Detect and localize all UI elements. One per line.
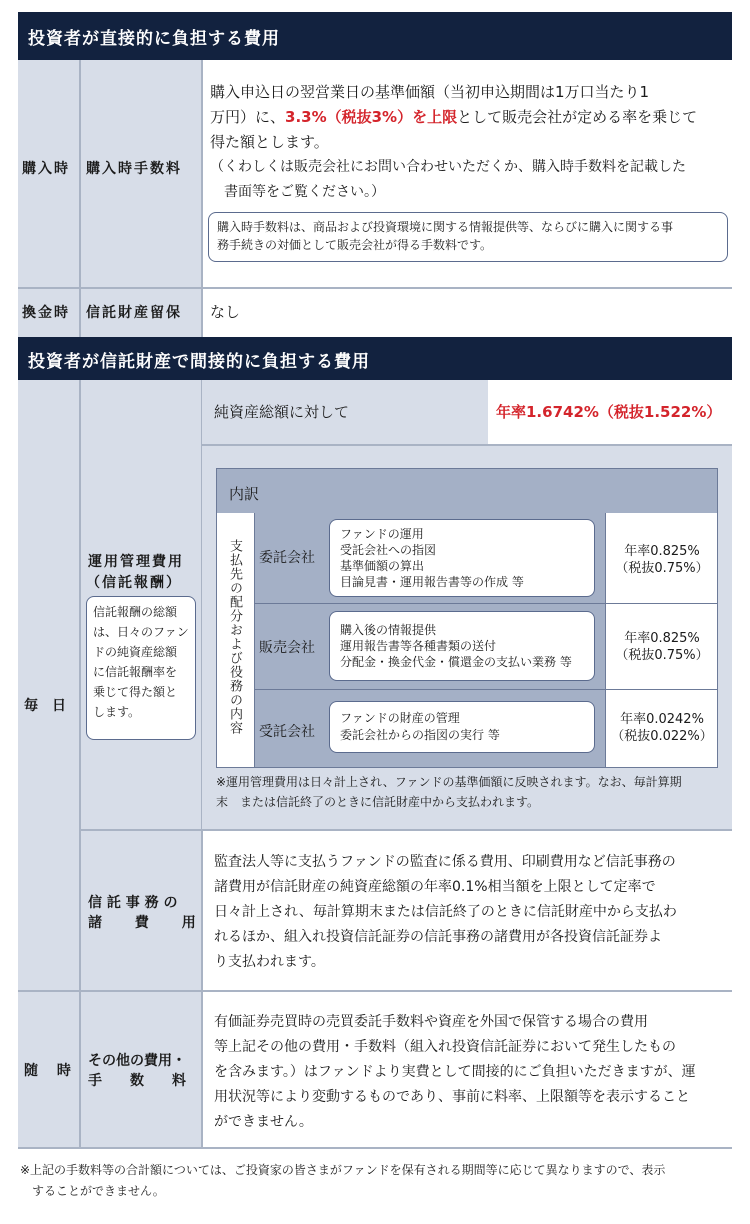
daily-label: 毎 日 [24,698,66,714]
recipient-name: 委託会社 [259,550,315,566]
recipient-name: 販売会社 [259,640,315,656]
mgmt-footnote [216,772,726,812]
mgmt-desc-line: します。 [93,705,141,719]
trust-line: 日々計上され、毎計算期末または信託終了のときに信託財産中から支払わ [214,904,677,920]
timing-occasional: 随 時 [24,1063,71,1079]
daily-col-bg [18,380,80,1148]
other-fee-label1: その他の費用・ [88,1053,186,1069]
purchase-desc [210,80,730,205]
timing-redemption: 換金時 [22,305,70,321]
trust-line: 監査法人等に支払うファンドの監査に係る費用、印刷費用など信託事務の [214,854,676,870]
recipient-name: 受託会社 [259,724,315,740]
other-line: 等上記その他の費用・手数料（組入れ投資信託証券において発生したもの [214,1039,676,1055]
rate-line2: （税抜0.75%） [615,648,709,663]
recipient-content-box [329,611,595,681]
purchase-max-rate: 3.3%（税抜3%）を上限 [285,108,458,126]
purchase-line4: （くわしくは販売会社にお問い合わせいただくか、購入時手数料を記載した [210,159,686,175]
purchase-line2c: として販売会社が定める率を乗じて [457,108,698,126]
rate-line1: 年率0.825% [624,631,700,646]
rate-line2: （税抜0.75%） [615,561,709,576]
base-label: 純資産総額に対して [214,403,350,421]
rate-line1: 年率0.825% [624,544,700,559]
content-line: 受託会社への指図 [340,543,437,557]
mgmt-desc-line: は、日々のファン [93,625,189,639]
item-trust-reserve: 信託財産留保 [86,305,182,321]
section-header-indirect: 投資者が信託財産で間接的に負担する費用 [18,338,732,380]
mgmt-footnote-line1: ※運用管理費用は日々計上され、ファンドの基準価額に反映されます。なお、毎計算期 [216,775,682,789]
recipient-rate [607,543,717,577]
footer-line2: することができません。 [32,1184,165,1198]
purchase-line5: 書面等をご覧ください。） [224,184,385,200]
content-line: 基準価額の算出 [340,559,425,573]
purchase-note-box [208,212,728,262]
purchase-line2 [210,105,730,130]
recipient-content-box [329,701,595,753]
content-line: ファンドの運用 [340,527,424,541]
mgmt-fee-label1: 運用管理費用 [88,554,184,570]
recipient-rate [607,711,717,745]
other-line: 用状況等により変動するものであり、事前に料率、上限額等を表示すること [214,1089,690,1105]
trust-fee-label1: 信 託 事 務 の [88,895,178,911]
content-line: 目論見書・運用報告書等の作成 等 [340,575,524,589]
mgmt-desc-box [86,596,196,740]
trust-fee-label2: 諸 費 用 [88,915,196,931]
trust-line: 諸費用が信託財産の純資産総額の年率0.1%相当額を上限として定率で [214,879,656,895]
content-line: ファンドの財産の管理 [340,711,460,725]
footer-line1: ※上記の手数料等の合計額については、ご投資家の皆さまがファンドを保有される期間等に応じて異なりますので、表示 [20,1163,666,1177]
total-rate: 年率1.6742%（税抜1.522%） [496,403,722,421]
other-line: ができません。 [214,1114,313,1130]
purchase-note-line2: 務手続きの対価として販売会社が得る手数料です。 [217,238,493,252]
content-line: 分配金・換金代金・償還金の支払い業務 等 [340,655,572,669]
timing-purchase: 購入時 [22,161,70,177]
footer-note [20,1160,734,1202]
item-purchase-fee: 購入時手数料 [86,161,182,177]
trust-line: り支払われます。 [214,954,325,970]
other-line: を含みます。）はファンドより実費として間接的にご負担いただきますが、運 [214,1064,696,1080]
mgmt-desc-line: に信託報酬率を [93,665,178,679]
other-fee-label2: 手 数 料 [88,1073,186,1089]
rate-line1: 年率0.0242% [620,712,704,727]
content-line: 運用報告書等各種書類の送付 [340,639,497,653]
breakdown-vertical-label: 支払先の配分および役務の内容 [227,539,242,735]
item2-col-bg [80,380,202,1148]
redemption-value: なし [210,303,241,321]
section-header-direct: 投資者が直接的に負担する費用 [18,12,732,60]
content-line: 購入後の情報提供 [340,623,437,637]
recipient-content-box [329,519,595,597]
mgmt-desc-line: ドの純資産総額 [93,645,178,659]
trust-fee-desc [214,850,730,975]
mgmt-fee-label2: （信託報酬） [86,575,182,591]
timing-col-bg [18,60,80,338]
recipient-rate [607,630,717,664]
mgmt-desc-line: 乗じて得た額と [93,685,178,699]
item-col-bg [80,60,202,338]
other-line: 有価証券売買時の売買委託手数料や資産を外国で保管する場合の費用 [214,1014,648,1030]
other-fee-desc [214,1010,730,1135]
purchase-note-line1: 購入時手数料は、商品および投資環境に関する情報提供等、ならびに購入に関する事 [217,220,674,234]
mgmt-footnote-line2: 末 または信託終了のときに信託財産中から支払われます。 [216,795,540,809]
rate-line2: （税抜0.022%） [611,729,713,744]
purchase-line3: 得た額とします。 [210,133,329,151]
purchase-line2a: 万円）に、 [210,108,286,126]
mgmt-desc-line: 信託報酬の総額 [93,605,178,619]
breakdown-table [216,468,718,768]
content-line: 委託会社からの指図の実行 等 [340,728,500,742]
purchase-line1: 購入申込日の翌営業日の基準価額（当初申込期間は1万口当たり1 [210,83,650,101]
trust-line: れるほか、組入れ投資信託証券の信託事務の諸費用が各投資信託証券よ [214,929,662,945]
breakdown-title: 内訳 [217,469,717,513]
